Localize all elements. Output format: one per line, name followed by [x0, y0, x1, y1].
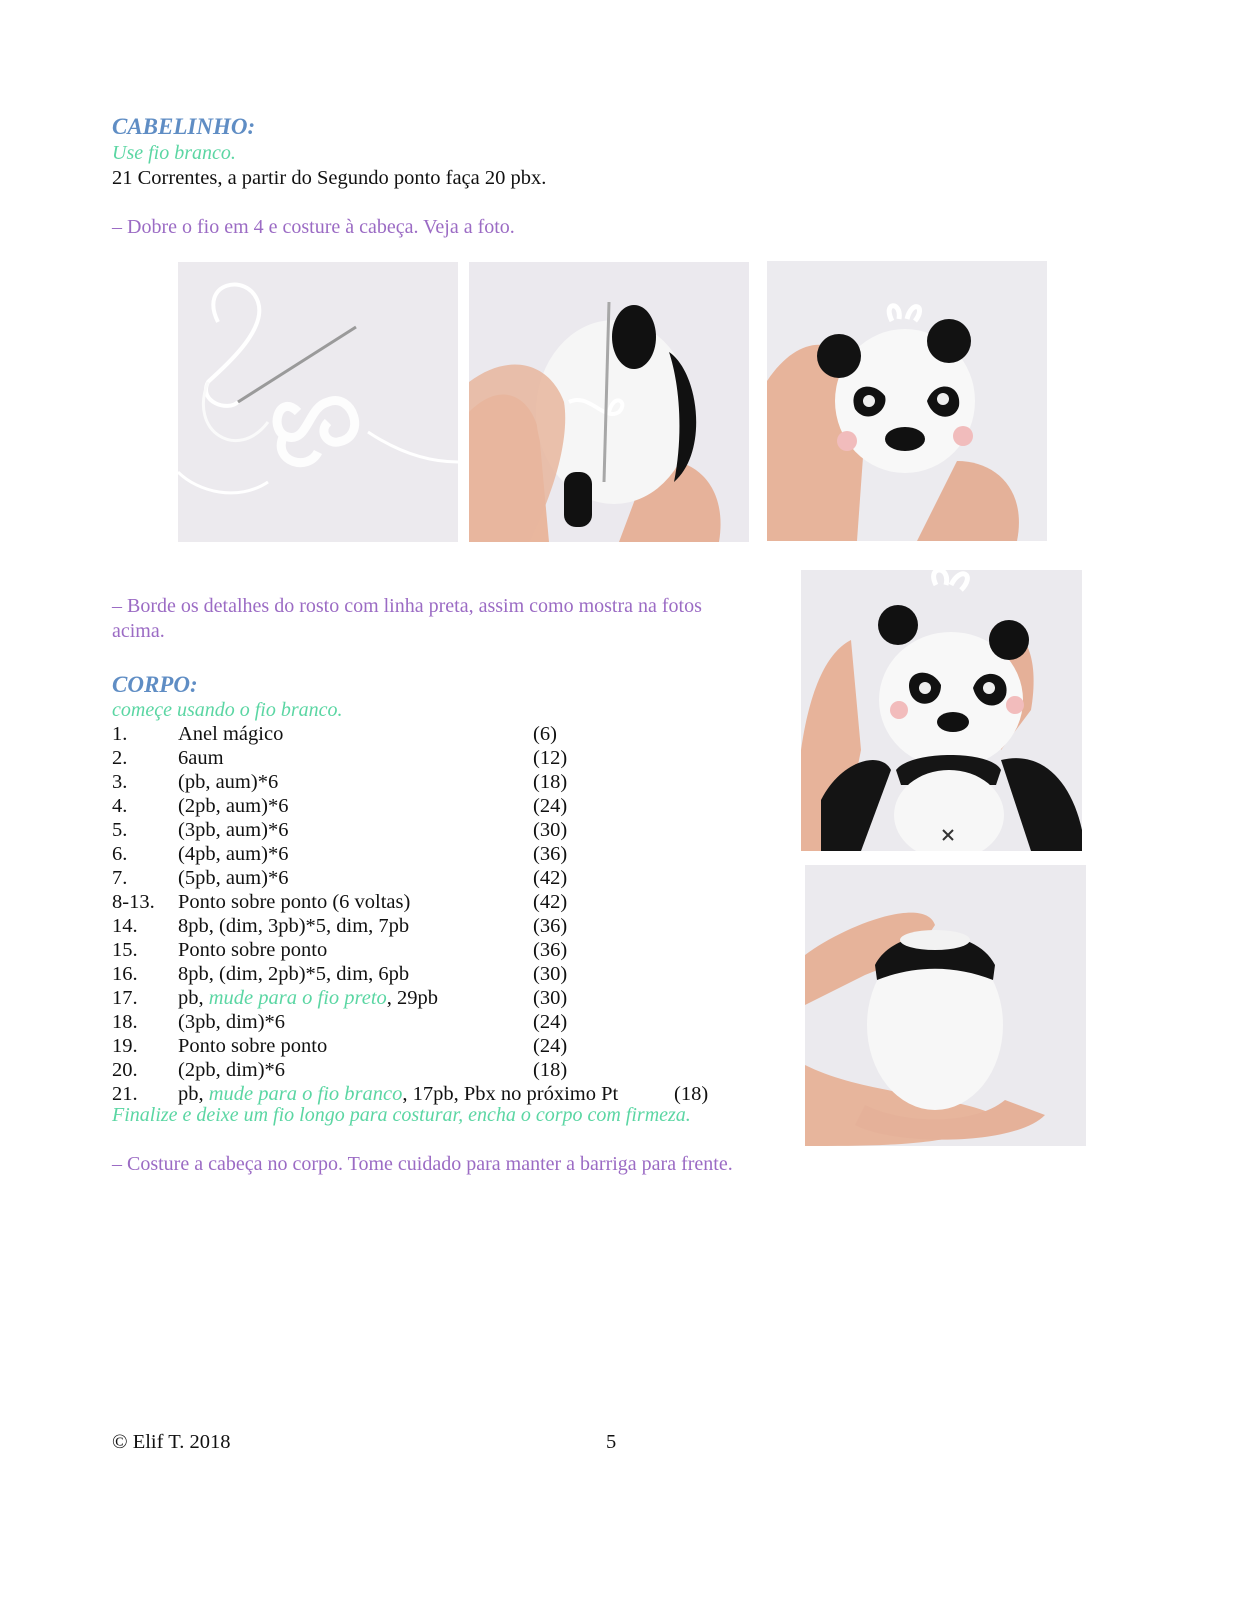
- row-number: 8-13.: [112, 891, 155, 913]
- row-instruction: (pb, aum)*6: [178, 771, 279, 793]
- row-instruction-part: pb,: [178, 1083, 209, 1105]
- row-number: 6.: [112, 843, 128, 865]
- row-count: (18): [533, 1059, 568, 1081]
- row-count: (42): [533, 891, 568, 913]
- row-number: 2.: [112, 747, 128, 769]
- cabelinho-instruction: 21 Correntes, a partir do Segundo ponto faça 20 pbx.: [112, 167, 547, 189]
- cabelinho-step: – Dobre o fio em 4 e costure à cabeça. Veja a foto.: [112, 216, 515, 238]
- row-number: 1.: [112, 723, 128, 745]
- row-number: 5.: [112, 819, 128, 841]
- row-number: 14.: [112, 915, 138, 937]
- row-instruction: (2pb, aum)*6: [178, 795, 289, 817]
- row-count: (36): [533, 915, 568, 937]
- row-count: (30): [533, 963, 568, 985]
- row-count: (24): [533, 795, 568, 817]
- row-instruction: Ponto sobre ponto (6 voltas): [178, 891, 411, 913]
- row-count: (24): [533, 1011, 568, 1033]
- row-count: (18): [674, 1083, 709, 1105]
- row-number: 20.: [112, 1059, 138, 1081]
- row-instruction: [178, 986, 438, 1010]
- row-number: 16.: [112, 963, 138, 985]
- row-count: (30): [533, 819, 568, 841]
- row-instruction-part: pb,: [178, 987, 209, 1009]
- face-note-line2: acima.: [112, 620, 165, 642]
- row-instruction: (3pb, aum)*6: [178, 819, 289, 841]
- row-instruction: 8pb, (dim, 3pb)*5, dim, 7pb: [178, 915, 410, 937]
- row-number: 19.: [112, 1035, 138, 1057]
- row-count: (12): [533, 747, 568, 769]
- row-instruction: 6aum: [178, 747, 224, 769]
- photo-body-piece: [805, 865, 1086, 1146]
- photo-hair-loops: [178, 262, 458, 542]
- row-number: 4.: [112, 795, 128, 817]
- photo-panda-body: [801, 570, 1082, 851]
- photo-sewing-hair: [469, 262, 749, 542]
- color-change-note: mude para o fio branco: [208, 1083, 403, 1105]
- row-instruction: Ponto sobre ponto: [178, 1035, 328, 1057]
- corpo-yarn-note: começe usando o fio branco.: [112, 699, 343, 721]
- row-number: 17.: [112, 987, 138, 1009]
- row-count: (36): [533, 939, 568, 961]
- row-number: 7.: [112, 867, 128, 889]
- row-count: (30): [533, 987, 568, 1009]
- row-count: (18): [533, 771, 568, 793]
- corpo-heading: CORPO:: [112, 672, 198, 697]
- face-note-line1: – Borde os detalhes do rosto com linha preta, assim como mostra na fotos: [112, 595, 702, 617]
- page-number: 5: [606, 1431, 617, 1453]
- cabelinho-yarn-note: Use fio branco.: [112, 142, 236, 164]
- row-instruction: (5pb, aum)*6: [178, 867, 289, 889]
- color-change-note: mude para o fio preto: [208, 987, 387, 1009]
- row-instruction: (3pb, dim)*6: [178, 1011, 286, 1033]
- row-number: 18.: [112, 1011, 138, 1033]
- row-instruction: Anel mágico: [178, 723, 284, 745]
- row-instruction-part: , 17pb, Pbx no próximo Pt: [402, 1083, 619, 1105]
- row-number: 3.: [112, 771, 128, 793]
- corpo-rows: [112, 722, 752, 1106]
- footer-copyright: © Elif T. 2018: [112, 1431, 231, 1453]
- row-instruction: Ponto sobre ponto: [178, 939, 328, 961]
- row-number: 15.: [112, 939, 138, 961]
- row-count: (6): [533, 723, 557, 745]
- cabelinho-heading: CABELINHO:: [112, 114, 256, 139]
- row-count: (24): [533, 1035, 568, 1057]
- photo-panda-face: [767, 261, 1047, 541]
- row-instruction: (2pb, dim)*6: [178, 1059, 286, 1081]
- row-number: 21.: [112, 1083, 138, 1105]
- corpo-step: – Costure a cabeça no corpo. Tome cuidado para manter a barriga para frente.: [112, 1153, 733, 1175]
- row-count: (42): [533, 867, 568, 889]
- row-instruction: 8pb, (dim, 2pb)*5, dim, 6pb: [178, 963, 410, 985]
- row-instruction-part: , 29pb: [386, 987, 439, 1009]
- row-instruction: (4pb, aum)*6: [178, 843, 289, 865]
- row-count: (36): [533, 843, 568, 865]
- corpo-finish-note: Finalize e deixe um fio longo para costurar, encha o corpo com firmeza.: [112, 1104, 691, 1126]
